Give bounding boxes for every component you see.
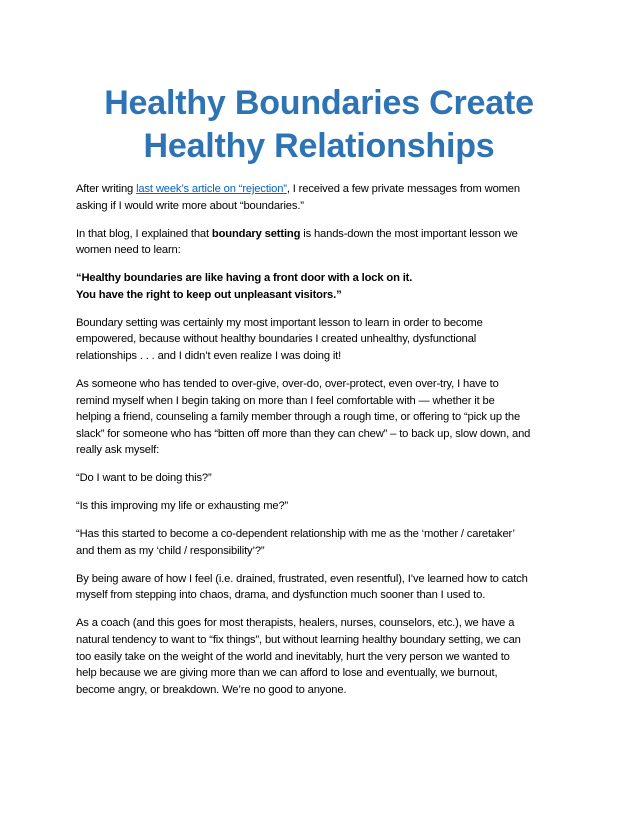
text-run: After writing — [76, 183, 137, 195]
page-title — [40, 82, 598, 168]
paragraph-line: empowered, because without healthy boundaries I created unhealthy, dysfunctional — [76, 333, 477, 346]
paragraph-line: “Do I want to be doing this?” — [76, 472, 212, 485]
paragraph-line: and them as my ‘child / responsibility’?” — [76, 544, 265, 557]
paragraph-intro — [76, 181, 576, 214]
bold-phrase: boundary setting — [211, 227, 301, 240]
paragraph-line: myself from stepping into chaos, drama, and dysfunction much sooner than I used to. — [76, 589, 486, 602]
quote-line: You have the right to keep out unpleasant visitors.” — [76, 288, 342, 301]
text-run: In that blog, I explained that — [76, 227, 212, 240]
text-run: is hands-down the most important lesson we — [300, 227, 518, 240]
title-line-1: Healthy Boundaries Create — [104, 84, 534, 122]
paragraph-awareness — [76, 571, 576, 604]
paragraph-over-give — [76, 376, 576, 459]
paragraph-boundary-setting — [76, 226, 576, 259]
paragraph-line: “Has this started to become a co-dependent relationship with me as the ‘mother / caretaker’ — [76, 528, 515, 541]
quote-line: “Healthy boundaries are like having a front door with a lock on it. — [76, 272, 413, 285]
rejection-article-link[interactable]: last week’s article on “rejection” — [136, 183, 287, 195]
paragraph-line: asking if I would write more about “boundaries.” — [76, 199, 304, 212]
title-line-2: Healthy Relationships — [143, 127, 495, 165]
paragraph-line: helping a friend, counseling a family member through a rough time, or offering to “pick up the — [76, 411, 521, 424]
text-run: , I received a few private messages from women — [286, 183, 520, 195]
question-3 — [76, 526, 576, 559]
paragraph-line: help because we are giving more than we can afford to lose and eventually, we burnout, — [76, 667, 498, 680]
paragraph-line: become angry, or breakdown. We’re no good to anyone. — [76, 683, 347, 696]
paragraph-line: “Is this improving my life or exhausting me?” — [76, 500, 289, 513]
paragraph-line: slack” for someone who has “bitten off more than they can chew” – to back up, slow down, and — [76, 427, 531, 440]
paragraph-line: As a coach (and this goes for most therapists, healers, nurses, counselors, etc.), we have a — [76, 617, 515, 630]
paragraph-coach — [76, 615, 576, 698]
paragraph-line: women need to learn: — [76, 244, 181, 257]
paragraph-line: natural tendency to want to “fix things”, but without learning healthy boundary setting, we can — [76, 633, 521, 646]
paragraph-line — [76, 181, 576, 198]
paragraph-lesson — [76, 315, 576, 365]
question-1 — [76, 470, 576, 487]
bold-quote — [76, 270, 576, 303]
article-body — [76, 181, 576, 710]
paragraph-line: Boundary setting was certainly my most important lesson to learn in order to become — [76, 316, 483, 329]
question-2 — [76, 498, 576, 515]
paragraph-line: really ask myself: — [76, 444, 160, 457]
paragraph-line — [76, 226, 576, 243]
paragraph-line: relationships . . . and I didn’t even realize I was doing it! — [76, 349, 342, 362]
paragraph-line: As someone who has tended to over-give, over-do, over-protect, even over-try, I have to — [76, 377, 499, 390]
paragraph-line: By being aware of how I feel (i.e. drained, frustrated, even resentful), I’ve learned how to catch — [76, 572, 528, 585]
paragraph-line: remind myself when I begin taking on more than I feel comfortable with — whether it be — [76, 394, 495, 407]
paragraph-line: too easily take on the weight of the world and inevitably, hurt the very person we wanted to — [76, 650, 510, 663]
